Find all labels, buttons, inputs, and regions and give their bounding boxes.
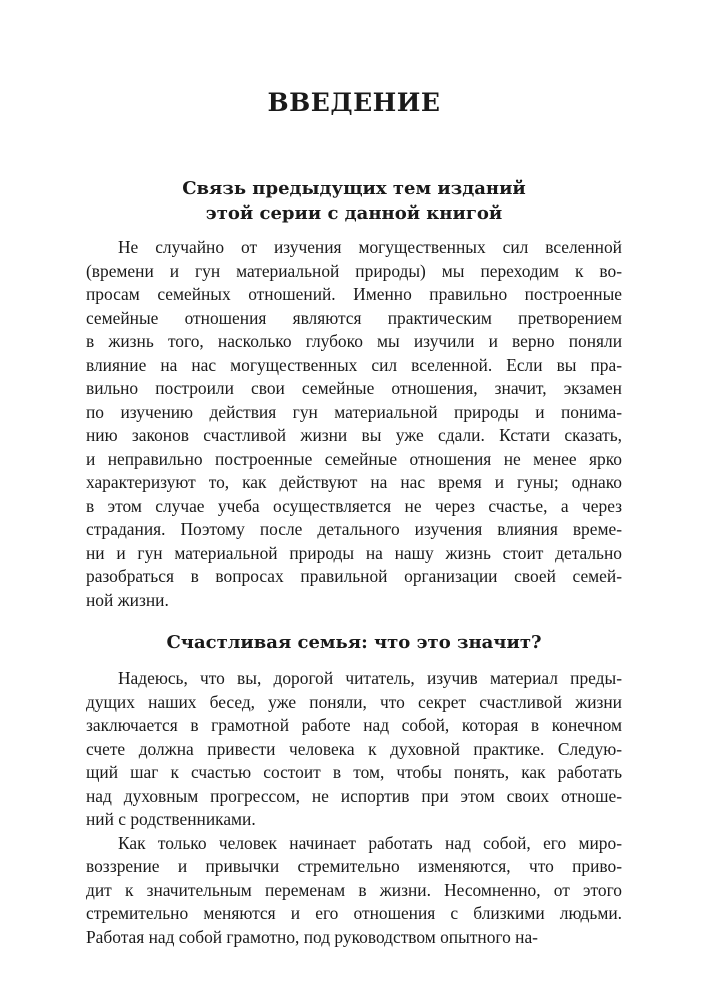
text-line: ний с родственниками. [86,809,256,829]
section-heading-line: этой серии с данной книгой [205,203,503,224]
text-line: в этом случае учеба осуществляется не через счастье, а через [86,495,622,516]
text-line: над духовным прогрессом, не испортив при этом своих отноше- [86,785,622,806]
text-line: просам семейных отношений. Именно правильно построенные [86,284,622,304]
text-line: страдания. Поэтому после детального изучения влияния време- [86,519,622,539]
text-line: разобраться в вопросах правильной организации своей семей- [86,566,622,586]
text-line: стремительно меняются и его отношения с близкими людьми. [86,903,622,923]
text-line: нию законов счастливой жизни вы уже сдали. Кстати сказать, [86,425,622,445]
text-line: дущих наших бесед, уже поняли, что секрет счастливой жизни [86,691,622,712]
chapter-title: ВВЕДЕНИЕ [267,88,441,117]
text-line: влияние на нас могущественных сил вселенной. Если вы пра- [86,354,622,375]
paragraph [86,236,622,612]
text-line: характеризуют то, как действуют на нас время и гуны; однако [86,472,622,492]
text-line: ной жизни. [86,589,169,610]
text-line: Как только человек начинает работать над собой, его миро- [118,832,622,853]
text-line: ни и гун материальной природы на нашу жизнь стоит детально [86,542,622,563]
paragraph [86,832,622,950]
text-line: дит к значительным переменам в жизни. Несомненно, от этого [86,879,622,900]
section-heading [86,176,622,226]
text-line: Надеюсь, что вы, дорогой читатель, изучив материал преды- [118,668,622,688]
section-heading [86,630,622,655]
paragraph [86,667,622,832]
text-line: (времени и гун материальной природы) мы переходим к во- [86,260,622,281]
text-line: заключается в грамотной работе над собой, которая в конечном [86,715,622,735]
text-line: Работая над собой грамотно, под руководством опытного на- [86,926,538,947]
page [86,86,622,949]
text-line: и неправильно построенные семейные отношения не менее ярко [86,448,622,469]
section-heading-line: Связь предыдущих тем изданий [182,178,526,199]
text-line: вильно построили свои семейные отношения, значит, экзамен [86,378,622,398]
text-line: щий шаг к счастью состоит в том, чтобы понять, как работать [86,762,622,782]
text-line: семейные отношения являются практическим претворением [86,307,622,328]
text-line: в жизнь того, насколько глубоко мы изучили и верно поняли [86,331,622,351]
text-line: воззрение и привычки стремительно изменяются, что приво- [86,856,622,876]
section-heading-line: Счастливая семья: что это значит? [166,632,542,653]
text-line: по изучению действия гун материальной природы и понима- [86,401,622,422]
text-line: счете должна привести человека к духовной практике. Следую- [86,738,622,759]
text-line: Не случайно от изучения могущественных сил вселенной [118,237,622,257]
